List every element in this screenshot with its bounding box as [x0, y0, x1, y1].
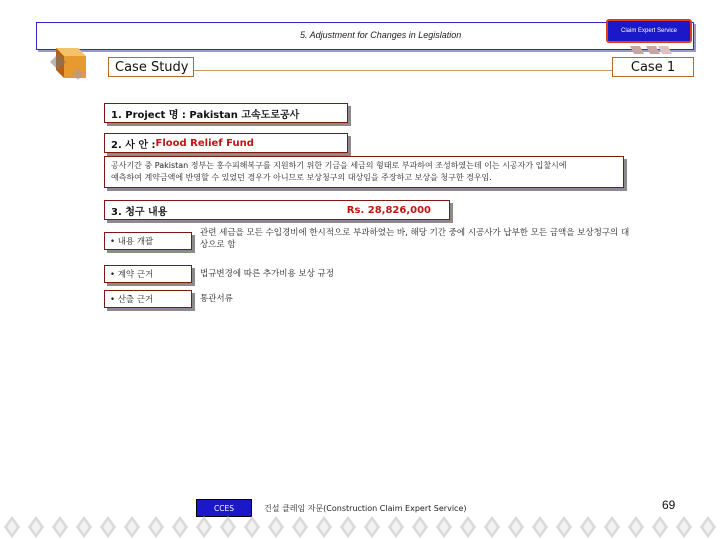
header-divider	[194, 70, 612, 71]
item-label-calculation-basis: • 산출 근거	[104, 290, 192, 308]
claim-amount: Rs. 28,826,000	[346, 204, 431, 216]
cube-logo-icon	[48, 44, 90, 86]
description-line-2: 예측하여 계약금액에 반영할 수 있었던 경우가 아니므로 보상청구의 대상임을 주장하고 보상을 청구한 경우임.	[111, 173, 492, 182]
item-text-contract-basis: 법규변경에 따른 추가비용 보상 규정	[200, 269, 334, 279]
case-number-label: Case 1	[612, 57, 694, 77]
footer-pattern-icon	[0, 514, 720, 540]
case-decoration-icon	[626, 44, 672, 56]
slide-title: 5. Adjustment for Changes in Legislation	[300, 30, 462, 40]
item-label-overview: • 내용 개괄	[104, 232, 192, 250]
item-text-calculation-basis: 통관서류	[200, 294, 233, 304]
case-description	[104, 156, 624, 188]
case-name-prefix: 2. 사 안 :	[111, 139, 156, 151]
claim-box	[104, 200, 450, 220]
footer-text: 건설 클레임 자문(Construction Claim Expert Service)	[264, 504, 467, 513]
case-name-value: Flood Relief Fund	[155, 137, 254, 149]
case-name-box	[104, 133, 348, 153]
item-label-contract-basis: • 계약 근거	[104, 265, 192, 283]
description-line-1: 공사기간 중 Pakistan 정부는 홍수피해복구를 지원하기 위한 기금을 세금의 형태로 부과하여 조성하였는데 이는 시공자가 입찰시에	[111, 161, 567, 170]
brand-badge: Claim Expert Service	[606, 19, 692, 43]
item-text-overview: 관련 세금을 모든 수입경비에 한시적으로 부과하였는 바, 해당 기간 중에 시공사가 납부한 모든 금액을 보상청구의 대상으로 함	[200, 228, 630, 250]
cces-badge: CCES	[196, 499, 252, 517]
project-label: 1. Project 명 : Pakistan 고속도로공사	[104, 103, 348, 123]
case-study-label: Case Study	[108, 57, 194, 77]
page-number: 69	[662, 498, 676, 512]
claim-label: 3. 청구 내용	[111, 206, 168, 218]
